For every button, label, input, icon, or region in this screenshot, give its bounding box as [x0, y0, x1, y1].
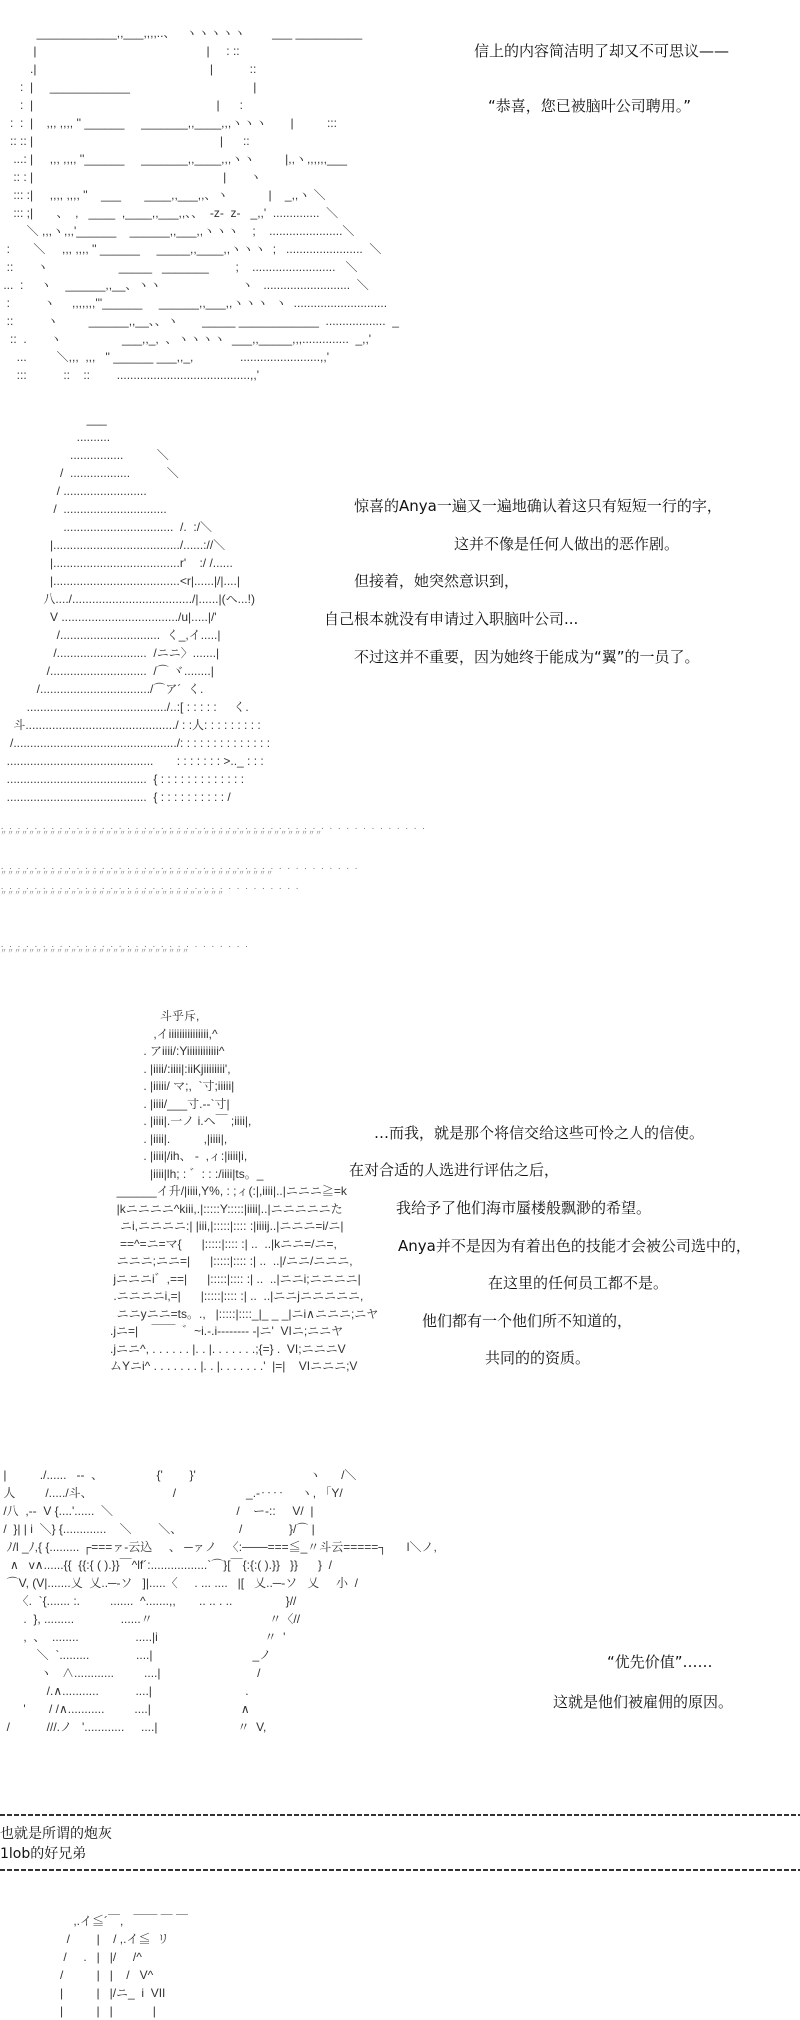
ascii-art-line: [100, 1096, 378, 1114]
ascii-art-line-text: 斗............................................./ : :人: : : : : : : : :: [0, 718, 261, 732]
ascii-art-line-text: .jニニ^, . . . . . . |. . |. . . . . . .;{=} . VI;ニニニV: [100, 1341, 346, 1356]
ascii-art-line-text: ヽ ∧............ ....| /: [0, 1666, 261, 1680]
narration-line: 他们都有一个他们所不知道的，: [422, 1312, 633, 1330]
ascii-art-line-text: : | ____________ |: [0, 80, 257, 94]
ascii-art-line-text: / | | / V^: [0, 1968, 154, 1982]
ascii-art-line-text: ::: ;| 、 , ____ ,____,,___,,、、 -z- z- _,,' .............. ＼: [0, 206, 339, 220]
ascii-art-line-text: ...: | ,,, ,,,, ''______ _______,,____,,,ヽヽ |,,ヽ,,,,,,___: [0, 152, 347, 166]
ascii-art-line: [0, 572, 270, 590]
narration-line: 惊喜的Anya一遍又一遍地确认着这只有短短一行的字，: [354, 497, 722, 515]
ascii-art-line: [0, 1610, 437, 1628]
ascii-art-line: [0, 734, 270, 752]
ascii-art-line: [0, 294, 399, 312]
ascii-art-line-text: /.............................. く_,イ.....|: [0, 628, 221, 642]
ascii-art-line: [100, 1288, 378, 1306]
narration-line: 在对合适的人选进行评估之后，: [349, 1161, 560, 1179]
ascii-art-line-text: : ヽ ,,,,,,,'''______ ______,,___,,ヽヽヽ ヽ ............................: [0, 296, 388, 310]
ascii-art-line-text: ........................................../..:[ : : : : : く.: [0, 700, 249, 714]
dotted-transition-line: . . . . . . . . . . . . . . . . . . . . . . . . . . . . . . . . . . . . 〃〃〃〃〃〃〃〃〃〃〃〃〃〃〃〃〃〃〃〃〃〃〃〃〃〃〃〃〃〃〃〃: [0, 883, 300, 897]
ascii-art-line: [0, 1466, 437, 1484]
ascii-art-line-text: ______イ升/|iiii,Y%, : ;ィ(:|,iiii|..|ニニニ≧=k: [100, 1184, 347, 1198]
ascii-art-line: [100, 1043, 378, 1061]
anya-ascii-art: [0, 410, 270, 806]
ascii-art-line-text: .......................................... { : : : : : : : : : : : : :: [0, 772, 245, 786]
ascii-art-line: [100, 1201, 378, 1219]
ascii-art-line-text: |kニニニニ^kiii,.|:::::Y:::::|iiii|..|ニニニニニた: [100, 1201, 343, 1216]
ascii-art-line-text: .jニ=| ￣￣ ゛~i.-.i-------- -|ニ' VIニ;ニニヤ: [100, 1324, 344, 1338]
footer-note-line: 1lob的好兄弟: [0, 1846, 87, 1862]
ascii-art-line: [0, 1948, 188, 1966]
ascii-art-line-text: /........................... /ニニ〉.......|: [0, 646, 220, 660]
ascii-art-line-text: | | : ::: [0, 44, 240, 58]
narration-line: 自己根本就没有申请过入职脑叶公司...: [324, 610, 579, 628]
ascii-art-line-text: ................................. /. :/＼: [0, 520, 213, 534]
ascii-art-line: [0, 2002, 188, 2020]
ascii-art-line-text: / ///.ノ '............ ....| 〃 V,: [0, 1720, 267, 1734]
ascii-art-line-text: ..........: [0, 430, 111, 444]
ascii-art-line: [0, 312, 399, 330]
ascii-art-line: [100, 1061, 378, 1079]
ascii-art-line-text: |......................................r' :/ /......: [0, 556, 233, 570]
narration-line: 共同的的资质。: [485, 1349, 591, 1367]
ascii-art-line: [0, 500, 270, 518]
ascii-art-line-text: / ...............................: [0, 502, 167, 516]
ascii-art-line-text: |....................................../......://＼: [0, 538, 226, 552]
ascii-art-line: [0, 1628, 437, 1646]
ascii-art-line-text: . |iiii|.一ノ i.ヘ￣ ;iiii|,: [100, 1114, 252, 1128]
ascii-art-line-text: . |iiii/:iiii|:iiKjiiiiiiii',: [100, 1061, 231, 1076]
ascii-art-line: [0, 114, 399, 132]
ascii-art-line-text: :: ヽ ______,,__、、ヽ _____ ____________ .................. _: [0, 314, 399, 328]
ascii-art-line-text: 八..../..................................../|......|(ヘ...!): [0, 592, 255, 606]
ascii-art-line: [0, 590, 270, 608]
ascii-art-line-text: ==^=ニ=マ{ |:::::|:::: :| .. ..|kニニ=/ニ=,: [100, 1236, 337, 1251]
ascii-art-line: [0, 1718, 437, 1736]
ascii-art-line-text: ニi,ニニニニ:| |iii,|:::::|:::: :|iiiij..|ニニニ=i/ニ|: [100, 1219, 344, 1233]
ascii-art-line: [0, 24, 399, 42]
ascii-art-line: [0, 788, 270, 806]
ascii-art-line: [0, 770, 270, 788]
ascii-art-line: [0, 1592, 437, 1610]
ascii-art-line: [0, 1912, 188, 1930]
ascii-art-line-text: |......................................<r|......|/|....|: [0, 574, 240, 588]
ascii-art-line-text: :: ヽ _____ _______ ; ......................... ＼: [0, 260, 358, 274]
ascii-art-line: [0, 1646, 437, 1664]
ascii-art-line: [100, 1218, 378, 1236]
ascii-art-line: [0, 536, 270, 554]
ascii-art-line-text: ................ ＼: [0, 448, 169, 462]
ascii-art-line: [0, 1574, 437, 1592]
ascii-art-line: [100, 1183, 378, 1201]
ascii-art-line: [0, 554, 270, 572]
ascii-art-line: [0, 276, 399, 294]
ascii-art-line: [0, 222, 399, 240]
ascii-art-line-text: |iiii|lh; : ゛: : :/iiii|ts。_: [100, 1166, 264, 1181]
ascii-art-line-text: | | | |: [0, 2004, 156, 2018]
dotted-transition-line: . . . . . . . . . . . . . . . . . . . . . . . . . . . . . . . . . . . . . . . . . . . . . . . . . . . 〃〃〃〃〃〃〃〃〃〃〃〃〃〃〃〃〃〃〃〃〃〃〃〃〃〃〃〃〃〃〃〃〃〃〃〃〃〃〃〃〃〃〃〃〃〃: [0, 823, 426, 837]
ascii-art-line: [0, 366, 399, 384]
ascii-art-line: [100, 1341, 378, 1359]
ascii-art-line: [0, 96, 399, 114]
ascii-art-line: [0, 464, 270, 482]
ascii-art-line-text: :: : | | ヽ: [0, 170, 262, 184]
ascii-art-line: [0, 698, 270, 716]
ascii-art-line: [0, 168, 399, 186]
ascii-art-line: [100, 1113, 378, 1131]
ascii-art-line-text: : | | :: [0, 98, 243, 112]
ascii-art-line: [0, 680, 270, 698]
ascii-art-line-text: ＼ `......... ....| _ノ: [0, 1648, 272, 1662]
ascii-art-line: [100, 1306, 378, 1324]
narration-letter-content: 信上的内容简洁明了却又不可思议——: [474, 42, 730, 60]
narration-line: 不过这并不重要，因为她终于能成为“翼”的一员了。: [354, 648, 700, 666]
ascii-art-line-text: . }, ......... ......〃 〃〈//: [0, 1612, 301, 1626]
footer-note-line: 也就是所谓的炮灰: [0, 1826, 112, 1842]
ascii-art-line-text: .ニニニニi,=| |:::::|:::: :| .. ..|ニニjニニニニニ,: [100, 1289, 364, 1303]
ascii-art-line-text: ,イiiiiiiiiiiiiiii,^: [100, 1026, 218, 1041]
ascii-art-line-text: : ＼ ,,, ,,,, '' ______ _____,,____,,ヽヽヽ ; ....................... ＼: [0, 242, 382, 256]
ascii-art-line: [0, 258, 399, 276]
ascii-art-line-text: /................................./⌒ア´ く.: [0, 682, 204, 696]
wings-ascii-art: [0, 1466, 437, 1736]
ascii-art-line-text: ニニニ;ニニ=| |:::::|:::: :| .. ..|/ニニ/ニニニ,: [100, 1254, 353, 1268]
ascii-art-line: [0, 42, 399, 60]
ascii-art-line: [0, 1664, 437, 1682]
ascii-art-line-text: : : | ,,, ,,,, '' ______ _______,,____,,,ヽヽヽ | :::: [0, 116, 337, 130]
ascii-art-line: [0, 1484, 437, 1502]
ascii-art-line-text: . |iiii|. ,|iiii|,: [100, 1131, 228, 1146]
ascii-art-line-text: ............................................ : : : : : : : >.._ : : :: [0, 754, 264, 768]
ascii-art-line: [0, 752, 270, 770]
narration-line: 我给予了他们海市蜃楼般飘渺的希望。: [396, 1199, 652, 1217]
ascii-art-line: [0, 1538, 437, 1556]
ascii-art-line-text: | | |/ニ_ i VII: [0, 1986, 166, 2000]
ascii-art-line-text: /............................. /⌒ ヾ........|: [0, 664, 214, 678]
ascii-art-line: [0, 240, 399, 258]
ascii-art-line-text: ... : ヽ ______,,__、ヽヽ ヽ .......................... ＼: [0, 278, 369, 292]
ascii-art-line: [100, 1271, 378, 1289]
ascii-art-line-text: / .................. ＼: [0, 466, 179, 480]
ascii-art-line: [0, 132, 399, 150]
ascii-art-line: [0, 482, 270, 500]
ascii-art-line: [0, 1502, 437, 1520]
ascii-art-line-text: 〈. `{....... :. ....... ^.......,, .. .. . .. }//: [0, 1594, 297, 1608]
ascii-art-line-text: . アiiii/:Yiiiiiiiiiiii^: [100, 1044, 225, 1058]
ascii-art-line: [0, 410, 270, 428]
ascii-art-line: [100, 1078, 378, 1096]
ascii-art-line: [0, 1556, 437, 1574]
ascii-art-line-text: . |iiiii/ マ;, `寸;iiiii|: [100, 1079, 235, 1093]
messenger-ascii-art: [100, 1008, 378, 1376]
ascii-art-line-text: /.∧........... ....| .: [0, 1684, 249, 1698]
ascii-art-line-text: ﾉ/l _ﾉ,{ {......... ┌===ァ-云込 、 ─ァノ 〈:───===≦_〃斗云=====┐ l＼ノ,: [0, 1540, 437, 1554]
ascii-art-line: [100, 1323, 378, 1341]
ascii-art-line-text: / . | |/ /^: [0, 1950, 142, 1964]
ascii-art-line-text: ___: [0, 412, 107, 426]
ascii-art-line: [0, 518, 270, 536]
narration-line: 这并不像是任何人做出的恶作剧。: [454, 535, 680, 553]
ascii-art-line-text: ムYニi^ . . . . . . . |. . |. . . . . . .' |=| VIニニニ;V: [100, 1359, 358, 1373]
ascii-art-line-text: /................................................./: : : : : : : : : : : : : :: [0, 736, 271, 750]
ascii-art-line-text: ::: :: :: ........................................,,': [0, 368, 260, 382]
ascii-art-line: [0, 1700, 437, 1718]
ascii-art-line-text: ＼ ,,,ヽ,,,'______ ______,,___,,ヽヽヽ ; ......................＼: [0, 224, 355, 238]
ascii-art-line: [0, 1930, 188, 1948]
ascii-art-line-text: .| | ::: [0, 62, 257, 76]
ascii-art-line: [0, 60, 399, 78]
ascii-art-line-text: .......................................... { : : : : : : : : : : /: [0, 790, 231, 804]
ascii-art-line-text: / }| | i ＼} {............. ＼ ＼、 / }/⌒ |: [0, 1522, 315, 1536]
ascii-art-line: [0, 186, 399, 204]
ascii-art-line: [0, 1966, 188, 1984]
ascii-art-line: [100, 1358, 378, 1376]
ascii-art-line-text: ,.イ≦´￣, ￣￣ ￣ ￣: [0, 1914, 189, 1928]
narration-line: 在这里的任何员工都不是。: [488, 1274, 669, 1292]
ascii-art-line-text: / | / ,.イ≦ リ: [0, 1932, 170, 1946]
narration-line: 这就是他们被雇佣的原因。: [553, 1693, 734, 1711]
ascii-art-line: [0, 608, 270, 626]
ascii-art-line: [0, 1984, 188, 2002]
ascii-art-line-text: ' / /∧........... ....| ∧: [0, 1702, 250, 1716]
ascii-art-line: [0, 446, 270, 464]
ascii-art-line-text: ∧ v∧......{{ {{:{ ( ).}}￣^lf´:.................`⌒}[￣{:{:( ).}} }} } /: [0, 1558, 332, 1572]
ascii-art-line: [0, 626, 270, 644]
ascii-art-line: [0, 1520, 437, 1538]
ascii-art-line-text: ____________,,___,,,,..、 ヽヽヽヽヽ ___ __________: [0, 26, 363, 40]
letter-ascii-art: [0, 24, 399, 384]
ascii-art-line-text: 斗乎斥,: [100, 1009, 200, 1023]
character-ascii-art: [0, 1912, 188, 2020]
ascii-art-line: [0, 330, 399, 348]
ascii-art-line-text: :: . ヽ ___,,_, 、ヽヽヽヽ ___,,_____,,,.............. _,,': [0, 332, 372, 346]
ascii-art-line: [0, 78, 399, 96]
dashed-divider: [0, 1869, 800, 1871]
ascii-art-line: [100, 1236, 378, 1254]
narration-line: Anya并不是因为有着出色的技能才会被公司选中的，: [398, 1237, 751, 1255]
ascii-art-line: [0, 150, 399, 168]
ascii-art-line: [100, 1026, 378, 1044]
ascii-art-line: [0, 204, 399, 222]
ascii-art-line-text: . |iiii|/ih、 - ,ィ:|iiii|i,: [100, 1149, 248, 1163]
ascii-art-line-text: . |iiii/___寸.--`寸|: [100, 1096, 230, 1111]
ascii-art-line: [0, 1682, 437, 1700]
ascii-art-line-text: /八 ,-- V {....'...... ＼ / ー‐:: V/ |: [0, 1504, 314, 1518]
ascii-art-line-text: :: :: | | ::: [0, 134, 250, 148]
ascii-art-line: [100, 1166, 378, 1184]
narration-line: 但接着，她突然意识到，: [354, 572, 520, 590]
ascii-art-line-text: ニニyニニ=ts。., |:::::|::::_|_ _ _|ニi∧ニニニ;ニヤ: [100, 1306, 379, 1321]
ascii-art-line: [100, 1253, 378, 1271]
ascii-art-line: [0, 348, 399, 366]
narration-line: …而我，就是那个将信交给这些可怜之人的信使。: [374, 1124, 705, 1142]
ascii-art-line-text: / .........................: [0, 484, 147, 498]
ascii-art-line: [100, 1008, 378, 1026]
ascii-art-line-text: , 、 ........ .....|i 〃 ': [0, 1630, 286, 1644]
ascii-art-line: [0, 644, 270, 662]
dotted-transition-line: . . . . . . . . . . . . . . . . . . . . . . . . . . . . . . 〃〃〃〃〃〃〃〃〃〃〃〃〃〃〃〃〃〃〃〃〃〃〃〃〃〃〃: [0, 941, 249, 955]
ascii-art-line-text: ... ＼,,, ,,, '' ______ ___,,_, ........................,,': [0, 350, 329, 364]
ascii-art-line-text: V .................................../u|.....|/': [0, 610, 217, 624]
dashed-divider: [0, 1814, 800, 1816]
ascii-art-line: [100, 1131, 378, 1149]
ascii-art-line: [100, 1148, 378, 1166]
dotted-transition-line: . . . . . . . . . . . . . . . . . . . . . . . . . . . . . . . . . . . . . . . . . . . 〃〃〃〃〃〃〃〃〃〃〃〃〃〃〃〃〃〃〃〃〃〃〃〃〃〃〃〃〃〃〃〃〃〃〃〃〃〃〃: [0, 863, 359, 877]
ascii-art-line-text: ::: :| ,,,, ,,,, '' ___ ____,,___,,、ヽ | _,,ヽ ＼: [0, 188, 326, 202]
ascii-art-line-text: jニニニi゛,==| |:::::|:::: :| .. ..|ニニi;ニニニニ|: [100, 1271, 361, 1286]
narration-priority-value: “优先价值”……: [607, 1653, 713, 1671]
ascii-art-line: [0, 662, 270, 680]
ascii-art-line-text: | ./...... -- 、 {' }' ヽ /＼: [0, 1468, 357, 1482]
ascii-art-line-text: ⌒V, (V|.......乂 乂..─-ソ ]|.....〈 . ... .... |[ 乂..─-ソ 乂 小 /: [0, 1576, 358, 1590]
ascii-art-line: [0, 716, 270, 734]
ascii-art-line-text: 人 /...../斗、 / _.-‥‥ ヽ, 「Y/: [0, 1486, 343, 1500]
ascii-art-line: [0, 428, 270, 446]
narration-letter-quote: “恭喜，您已被脑叶公司聘用。”: [488, 97, 692, 115]
